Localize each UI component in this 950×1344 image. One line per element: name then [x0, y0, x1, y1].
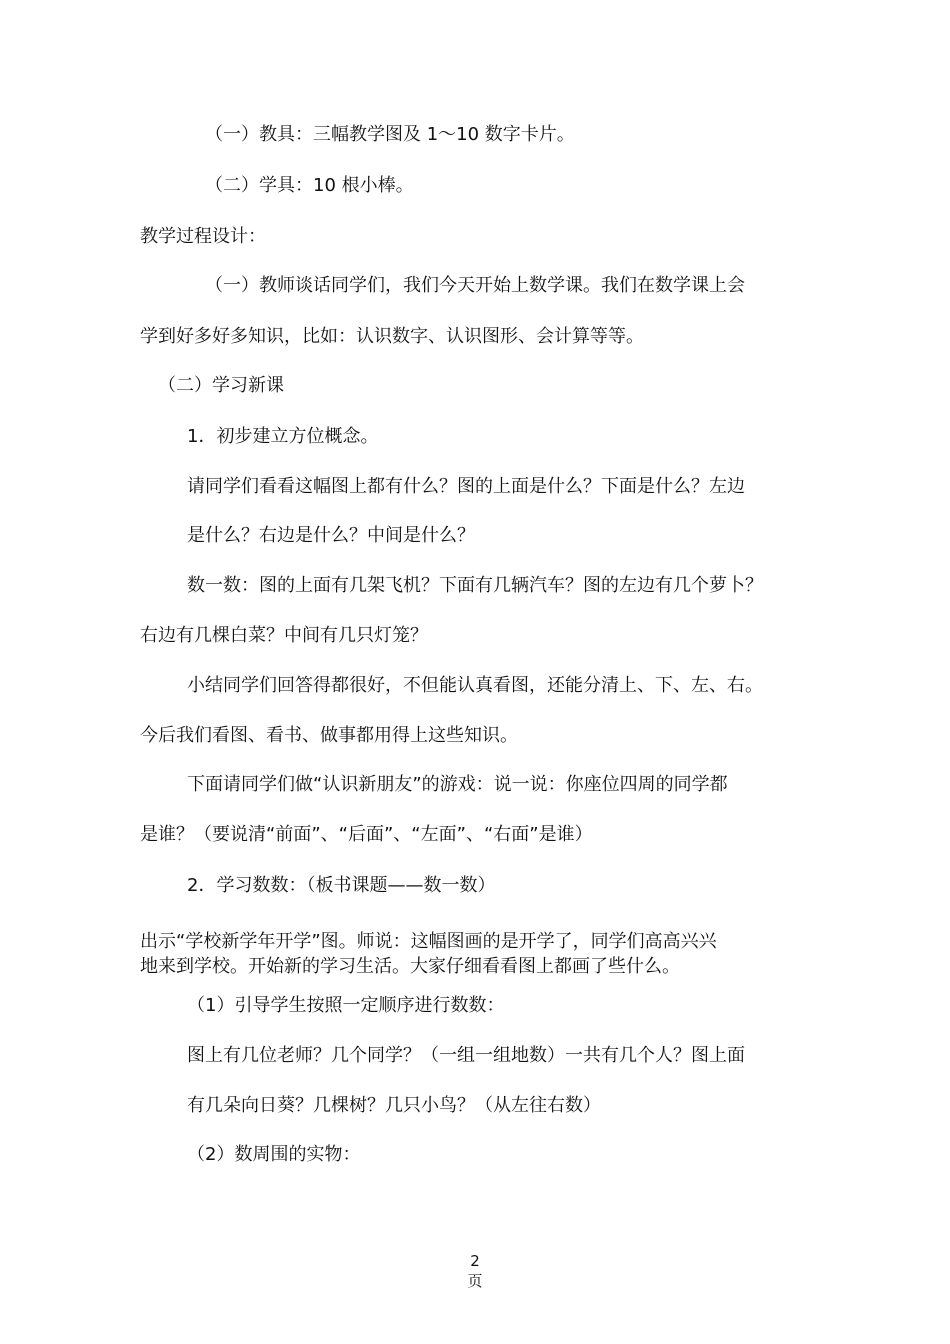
text-line: 地来到学校。开始新的学习生活。大家仔细看看图上都画了些什么。	[140, 956, 680, 977]
text-line: 小结同学们回答得都很好，不但能认真看图，还能分清上、下、左、右。	[187, 675, 763, 696]
text-line: 图上有几位老师？几个同学？（一组一组地数）一共有几个人？图上面	[187, 1045, 745, 1066]
page-number: 2	[470, 1252, 480, 1270]
page-label: 页	[467, 1272, 483, 1290]
text-line: 学到好多好多知识，比如：认识数字、认识图形、会计算等等。	[140, 326, 644, 347]
section-heading: 教学过程设计：	[140, 226, 266, 247]
text-line: （一）教师谈话同学们，我们今天开始上数学课。我们在数学课上会	[205, 275, 745, 296]
text-line: 右边有几棵白菜？中间有几只灯笼？	[140, 625, 428, 646]
text-line: 出示“学校新学年开学”图。师说：这幅图画的是开学了，同学们高高兴兴	[140, 931, 717, 952]
text-line: 有几朵向日葵？几棵树？几只小鸟？（从左往右数）	[187, 1095, 601, 1116]
text-line: 下面请同学们做“认识新朋友”的游戏：说一说：你座位四周的同学都	[187, 774, 728, 795]
text-line: 是什么？右边是什么？中间是什么？	[187, 525, 475, 546]
section-heading: （二）学习新课	[158, 375, 284, 396]
text-line: （一）教具：三幅教学图及 1～10 数字卡片。	[205, 124, 575, 145]
text-line: 是谁？（要说清“前面”、“后面”、“左面”、“右面”是谁）	[140, 824, 593, 845]
text-line: （2）数周围的实物：	[187, 1144, 361, 1165]
text-line: 今后我们看图、看书、做事都用得上这些知识。	[140, 725, 518, 746]
text-line: 1．初步建立方位概念。	[187, 426, 379, 447]
text-line: （二）学具：10 根小棒。	[205, 175, 414, 196]
text-line: 请同学们看看这幅图上都有什么？图的上面是什么？下面是什么？左边	[187, 476, 745, 497]
text-line: 数一数：图的上面有几架飞机？下面有几辆汽车？图的左边有几个萝卜？	[187, 575, 763, 596]
text-line: （1）引导学生按照一定顺序进行数数：	[187, 995, 505, 1016]
section-heading: 2．学习数数：（板书课题——数一数）	[187, 875, 496, 896]
